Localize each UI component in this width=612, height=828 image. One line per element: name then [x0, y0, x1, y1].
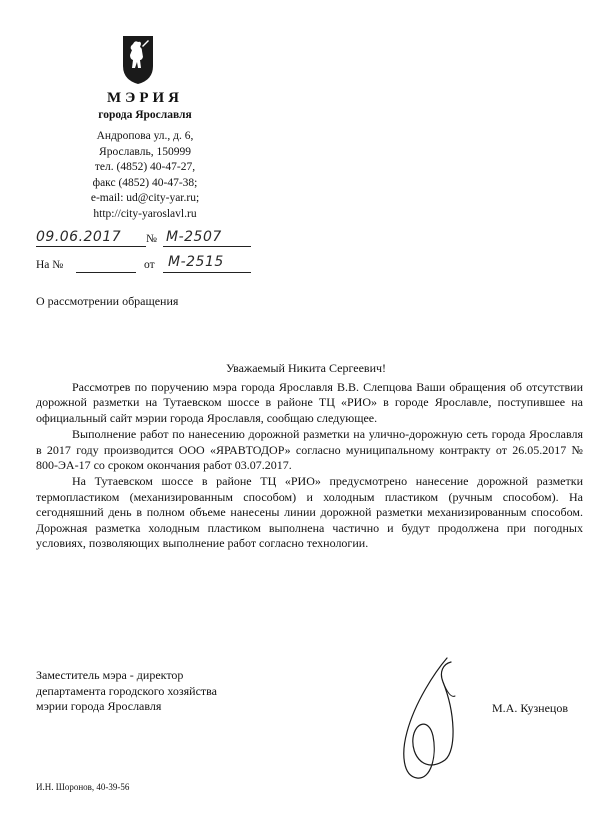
outgoing-date: 09.06.2017	[36, 229, 122, 245]
address-line: факс (4852) 40-47-38;	[92, 176, 198, 189]
executor-contact: И.Н. Шоронов, 40-39-56	[36, 782, 130, 792]
outgoing-date-underline	[36, 246, 146, 247]
signer-name: М.А. Кузнецов	[492, 701, 569, 715]
coat-of-arms-icon	[121, 32, 155, 86]
outgoing-number-underline	[163, 246, 251, 247]
address-line: тел. (4852) 40-47-27,	[94, 161, 196, 174]
number-sign: №	[146, 233, 157, 245]
address-line: http://city-yaroslavl.ru	[93, 207, 197, 220]
body-paragraph: Рассмотрев по поручению мэра города Ярославля В.В. Слепцова Ваши обращения об отсутствии дорожной разметки на Тутаевском шоссе в районе ТЦ «РИО» в городе Ярославле, поступившее на официальный сайт мэрии города Ярославля, сообщаю следующее.	[36, 380, 583, 425]
incoming-date-underline	[163, 272, 251, 273]
address-line: Андропова ул., д. 6,	[96, 130, 194, 142]
incoming-date: М-2515	[168, 254, 224, 270]
address-line: Ярославль, 150999	[99, 145, 191, 158]
address-line: e-mail: ud@city-yar.ru;	[90, 192, 200, 205]
signature-icon	[385, 652, 480, 792]
outgoing-number: М-2507	[166, 229, 222, 245]
org-subtitle: города Ярославля	[98, 109, 192, 121]
signer-position	[36, 668, 217, 715]
incoming-number-underline	[76, 272, 136, 273]
letter-greeting: Уважаемый Никита Сергеевич!	[225, 361, 387, 375]
body-paragraph: На Тутаевском шоссе в районе ТЦ «РИО» предусмотрено нанесение дорожной разметки термопластиком (механизированным способом) и холодным пластиком (ручным способом). На сегодняшний день в полном объеме нанесены линии дорожной разметки механизированным способом. Дорожная разметка холодным пластиком выполнена частично и будут продолжена при погодных условиях, позволяющих выполнение работ согласно технологии.	[36, 474, 583, 551]
body-paragraph: Выполнение работ по нанесению дорожной разметки на улично-дорожную сеть города Ярославля в 2017 году производится ООО «ЯРАВТОДОР» согласно муниципальному контракту от 26.05.2017 № 800-ЭА-17 со сроком окончания работ 03.07.2017.	[36, 427, 583, 473]
org-title: МЭРИЯ	[107, 90, 183, 106]
signer-position-line: департамента городского хозяйства	[36, 683, 217, 698]
letter-body	[36, 380, 583, 552]
letter-subject: О рассмотрении обращения	[36, 294, 179, 308]
signer-position-line: Заместитель мэра - директор	[36, 668, 184, 682]
org-address	[70, 129, 220, 223]
incoming-from-label: от	[144, 259, 155, 271]
signer-position-line: мэрии города Ярославля	[36, 699, 162, 714]
incoming-number-label: На №	[36, 259, 64, 271]
